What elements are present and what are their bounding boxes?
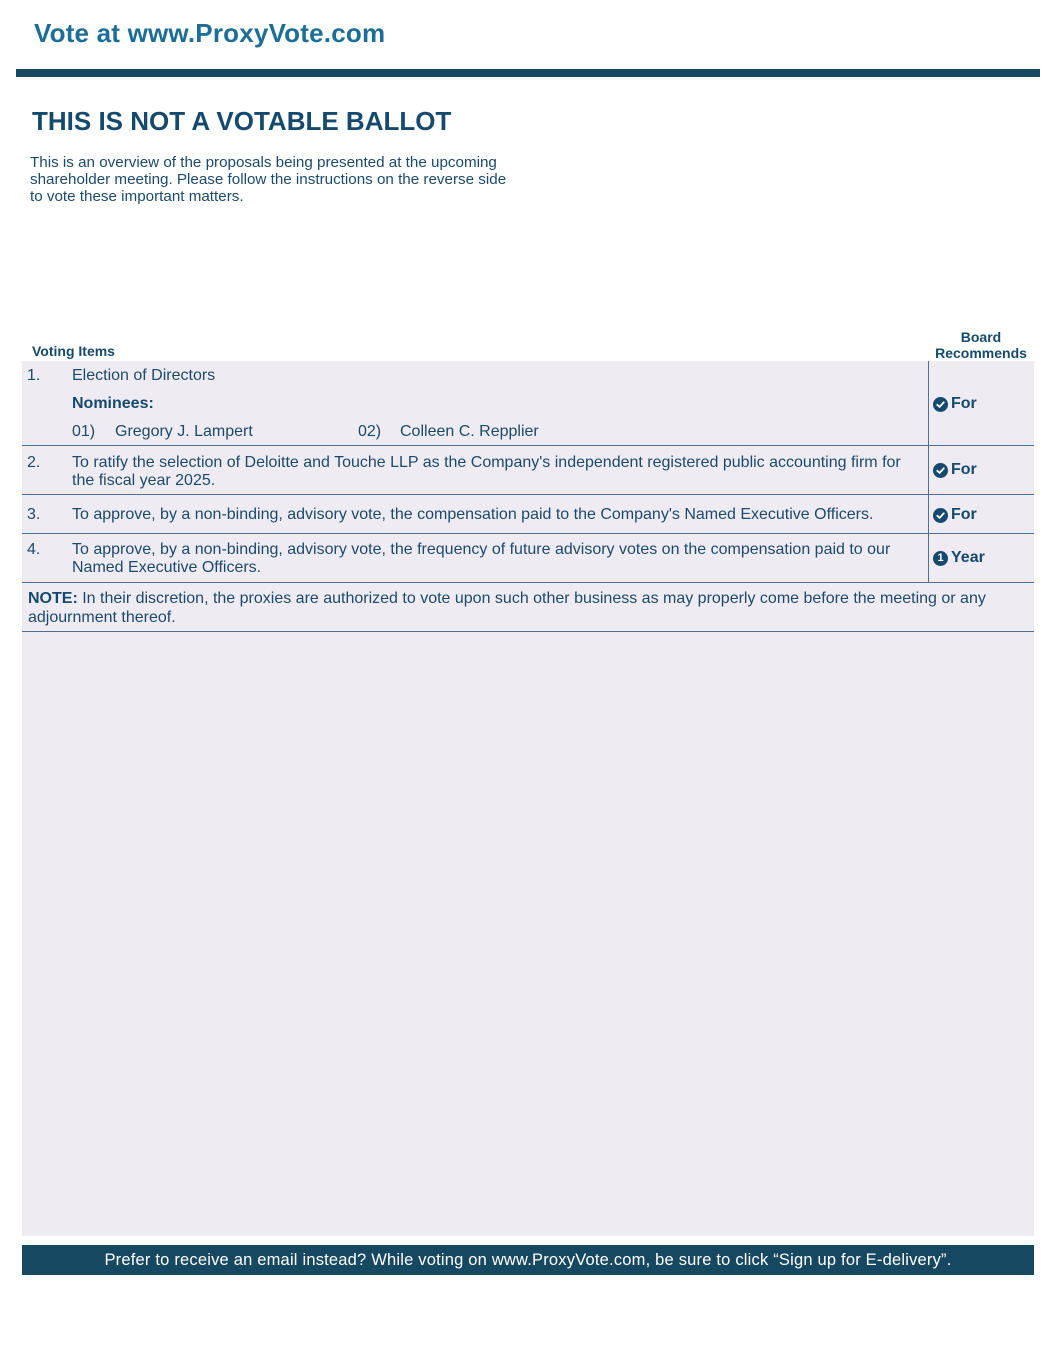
- header-rule: [16, 69, 1040, 77]
- note-rule: [22, 631, 1034, 632]
- voting-item-row: [22, 361, 1034, 446]
- item-text: To approve, by a non-binding, advisory vote, the compensation paid to the Company's Named Executive Officers.: [72, 506, 874, 523]
- recommendation-label: For: [951, 461, 977, 478]
- item-text: Election of Directors: [72, 367, 216, 384]
- one-number-icon: 1: [933, 551, 948, 566]
- board-recommendation: [933, 549, 985, 567]
- nominee-number: 02): [358, 423, 382, 440]
- column-divider: [928, 446, 929, 494]
- nominee-number: 01): [72, 423, 96, 440]
- column-divider: [928, 361, 929, 445]
- recommendation-label: For: [951, 506, 977, 523]
- voting-items-header: Voting Items: [32, 343, 115, 359]
- board-recommends-header: [928, 329, 1034, 361]
- nominee-name: Colleen C. Repplier: [400, 423, 539, 440]
- footer-banner: [22, 1245, 1034, 1275]
- nominees-label: Nominees:: [72, 395, 154, 412]
- recommendation-label: Year: [951, 549, 985, 566]
- board-header-line1: Board: [960, 329, 1002, 345]
- voting-item-row: [22, 446, 1034, 495]
- header-title: Vote at www.ProxyVote.com: [34, 18, 386, 48]
- check-icon: [933, 397, 948, 412]
- check-icon: [933, 508, 948, 523]
- column-divider: [928, 534, 929, 582]
- note: [28, 589, 1033, 627]
- note-text: In their discretion, the proxies are authorized to vote upon such other business as may properly come before the meeting or any adjournment thereof.: [28, 590, 986, 626]
- item-number: 1.: [27, 367, 41, 384]
- item-number: 4.: [27, 541, 41, 558]
- check-icon: [933, 463, 948, 478]
- column-divider: [928, 495, 929, 533]
- board-recommendation: [933, 461, 977, 479]
- recommendation-label: For: [951, 395, 977, 412]
- note-label: NOTE:: [28, 590, 78, 607]
- voting-item-row: [22, 534, 1034, 583]
- notice-heading: THIS IS NOT A VOTABLE BALLOT: [32, 106, 452, 136]
- item-text: To ratify the selection of Deloitte and Touche LLP as the Company's independent registered public accounting firm for the fiscal year 2025.: [72, 454, 901, 489]
- board-recommendation: [933, 506, 977, 524]
- voting-item-row: [22, 495, 1034, 534]
- board-header-line2: Recommends: [935, 345, 1027, 361]
- item-number: 2.: [27, 454, 41, 471]
- footer-text: Prefer to receive an email instead? While voting on www.ProxyVote.com, be sure to click “Sign up for E-delivery”.: [104, 1250, 952, 1269]
- item-number: 3.: [27, 506, 41, 523]
- intro-text: This is an overview of the proposals being presented at the upcoming shareholder meeting. Please follow the instructions on the reverse side to vote these important matters.: [30, 154, 507, 205]
- nominee-name: Gregory J. Lampert: [115, 423, 253, 440]
- item-text: To approve, by a non-binding, advisory vote, the frequency of future advisory votes on the compensation paid to our Named Executive Officers.: [72, 541, 891, 576]
- board-recommendation: [933, 395, 977, 413]
